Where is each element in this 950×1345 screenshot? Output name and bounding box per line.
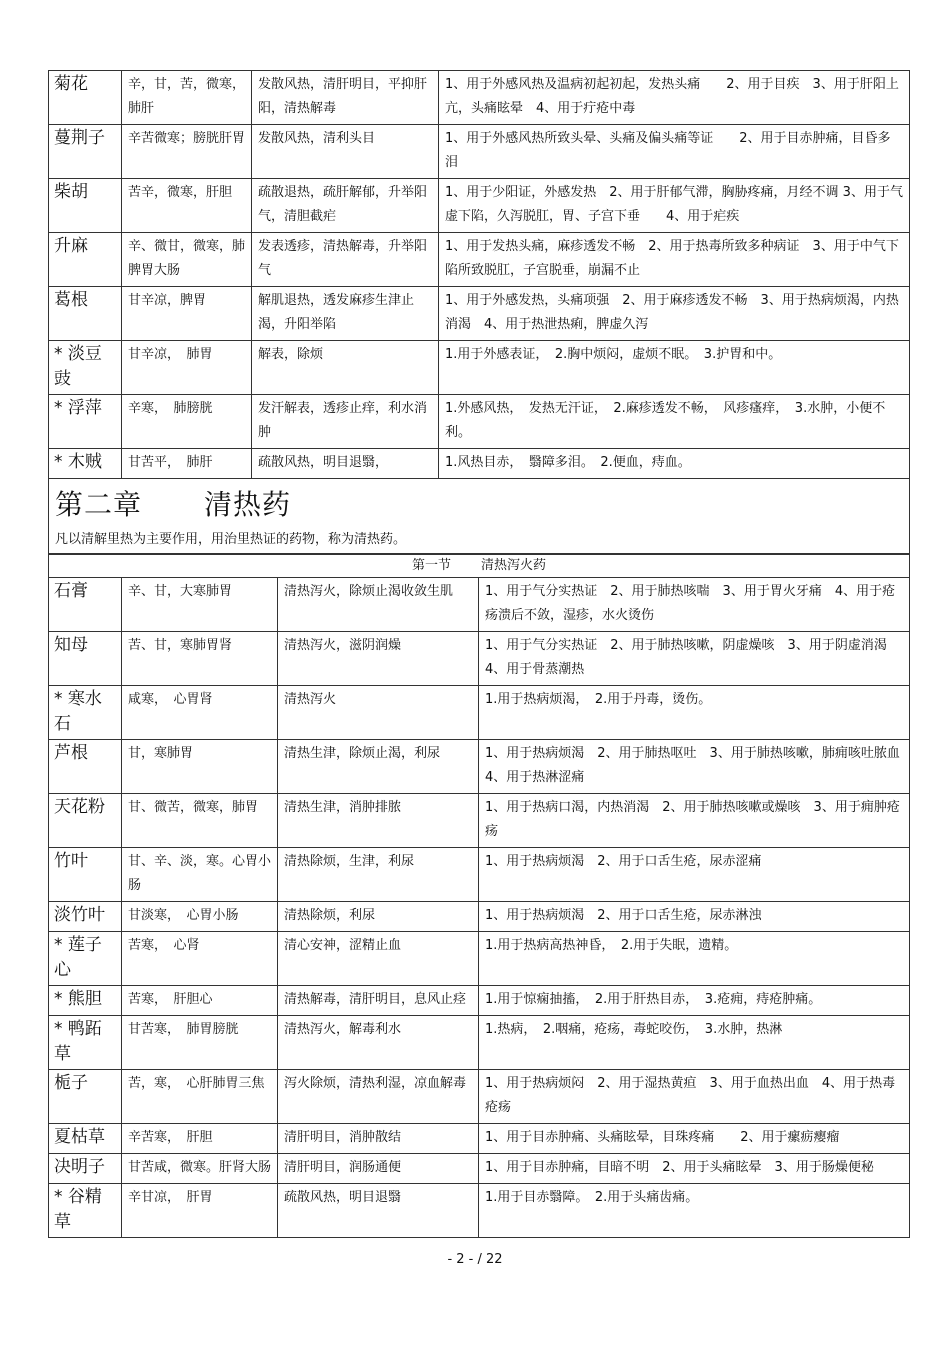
section-label: 第一节	[412, 558, 452, 573]
herb-name: 石膏	[49, 578, 122, 632]
herb-name: 柴胡	[49, 179, 122, 233]
table-row	[49, 1124, 910, 1154]
herb-effect: 疏散退热，疏肝解郁，升举阳气，清胆截疟	[252, 179, 439, 233]
table-row	[49, 632, 910, 686]
herb-name: 夏枯草	[49, 1124, 122, 1154]
table-row	[49, 1070, 910, 1124]
herb-nature: 甘辛凉，脾胃	[122, 287, 252, 341]
table-row	[49, 986, 910, 1016]
herb-name: 淡竹叶	[49, 902, 122, 932]
table-row	[49, 395, 910, 449]
chapter-name: 清热药	[204, 488, 292, 521]
herb-use: 1、用于热病口渴，内热消渴 2、用于肺热咳嗽或燥咳 3、用于痈肿疮疡	[479, 794, 910, 848]
herb-effect: 清热除烦，生津，利尿	[278, 848, 479, 902]
herb-effect: 解肌退热，透发麻疹生津止渴，升阳举陷	[252, 287, 439, 341]
section-title: 清热泻火药	[481, 558, 547, 573]
herb-use: 1.用于惊痫抽搐， 2.用于肝热目赤， 3.疮痈，痔疮肿痛。	[479, 986, 910, 1016]
herb-effect: 解表，除烦	[252, 341, 439, 395]
herb-nature: 甘，寒肺胃	[122, 740, 278, 794]
herb-table-top	[48, 70, 910, 554]
herb-nature: 甘苦平， 肺肝	[122, 449, 252, 479]
herb-effect: 疏散风热，明目退翳	[278, 1184, 479, 1238]
herb-nature: 甘苦咸，微寒。肝肾大肠	[122, 1154, 278, 1184]
chapter-description: 凡以清解里热为主要作用，用治里热证的药物，称为清热药。	[55, 532, 407, 547]
herb-nature: 苦寒， 心肾	[122, 932, 278, 986]
herb-effect: 清热泻火，滋阴润燥	[278, 632, 479, 686]
herb-effect: 泻火除烦，清热利湿，凉血解毒	[278, 1070, 479, 1124]
herb-use: 1、用于热病烦渴 2、用于口舌生疮，尿赤涩痛	[479, 848, 910, 902]
herb-nature: 苦寒， 肝胆心	[122, 986, 278, 1016]
table-row	[49, 71, 910, 125]
herb-table-bottom-body	[49, 578, 913, 1238]
herb-nature: 甘淡寒， 心胃小肠	[122, 902, 278, 932]
chapter-title	[55, 485, 903, 525]
herb-effect: 发汗解表，透疹止痒，利水消肿	[252, 395, 439, 449]
herb-name: 升麻	[49, 233, 122, 287]
herb-use: 1.风热目赤， 翳障多泪。 2.便血，痔血。	[439, 449, 910, 479]
herb-use: 1、用于热病烦渴 2、用于肺热呕吐 3、用于肺热咳嗽，肺痈咳吐脓血 4、用于热淋涩痛	[479, 740, 910, 794]
table-row	[49, 125, 910, 179]
herb-name: 蔓荆子	[49, 125, 122, 179]
herb-use: 1、用于外感风热所致头晕、头痛及偏头痛等证 2、用于目赤肿痛，目昏多泪	[439, 125, 910, 179]
table-row	[49, 179, 910, 233]
herb-name: 决明子	[49, 1154, 122, 1184]
herb-nature: 苦辛，微寒，肝胆	[122, 179, 252, 233]
herb-name: * 浮萍	[49, 395, 122, 449]
section-header	[49, 555, 910, 578]
herb-use: 1.热病， 2.咽痛，疮疡，毒蛇咬伤， 3.水肿，热淋	[479, 1016, 910, 1070]
table-row	[49, 449, 910, 479]
herb-name: * 淡豆豉	[49, 341, 122, 395]
herb-name: 知母	[49, 632, 122, 686]
table-row	[49, 686, 910, 740]
herb-name: 芦根	[49, 740, 122, 794]
herb-name: 菊花	[49, 71, 122, 125]
table-row	[49, 1184, 910, 1238]
herb-nature: 辛、微甘，微寒，肺脾胃大肠	[122, 233, 252, 287]
herb-name: 葛根	[49, 287, 122, 341]
herb-use: 1.用于热病烦渴， 2.用于丹毒，烫伤。	[479, 686, 910, 740]
herb-effect: 清热生津，消肿排脓	[278, 794, 479, 848]
herb-nature: 苦，寒， 心肝肺胃三焦	[122, 1070, 278, 1124]
herb-nature: 辛苦微寒；膀胱肝胃	[122, 125, 252, 179]
herb-name: * 鸭跖草	[49, 1016, 122, 1070]
herb-name: * 莲子心	[49, 932, 122, 986]
herb-effect: 清肝明目，润肠通便	[278, 1154, 479, 1184]
table-row	[49, 341, 910, 395]
table-row	[49, 848, 910, 902]
herb-use: 1.用于热病高热神昏， 2.用于失眠，遗精。	[479, 932, 910, 986]
herb-effect: 清心安神，涩精止血	[278, 932, 479, 986]
herb-effect: 清热泻火，解毒利水	[278, 1016, 479, 1070]
herb-use: 1、用于气分实热证 2、用于肺热咳喘 3、用于胃火牙痛 4、用于疮疡溃后不敛，湿疹，水火烫伤	[479, 578, 910, 632]
herb-nature: 甘苦寒， 肺胃膀胱	[122, 1016, 278, 1070]
herb-effect: 清热除烦，利尿	[278, 902, 479, 932]
herb-use: 1.用于外感表证， 2.胸中烦闷，虚烦不眠。 3.护胃和中。	[439, 341, 910, 395]
herb-effect: 发散风热，清利头目	[252, 125, 439, 179]
herb-use: 1、用于发热头痛，麻疹透发不畅 2、用于热毒所致多种病证 3、用于中气下陷所致脱肛，子宫脱垂，崩漏不止	[439, 233, 910, 287]
herb-nature: 辛、甘，大寒肺胃	[122, 578, 278, 632]
herb-use: 1、用于少阳证，外感发热 2、用于肝郁气滞，胸胁疼痛，月经不调 3、用于气虚下陷，久泻脱肛，胃、子宫下垂 4、用于疟疾	[439, 179, 910, 233]
herb-nature: 辛寒， 肺膀胱	[122, 395, 252, 449]
herb-nature: 咸寒， 心胃肾	[122, 686, 278, 740]
section-row	[49, 555, 910, 578]
herb-use: 1、用于气分实热证 2、用于肺热咳嗽，阴虚燥咳 3、用于阴虚消渴 4、用于骨蒸潮热	[479, 632, 910, 686]
herb-effect: 清热泻火，除烦止渴收敛生肌	[278, 578, 479, 632]
document-page	[48, 70, 913, 1238]
herb-effect: 清肝明目，消肿散结	[278, 1124, 479, 1154]
table-row	[49, 1154, 910, 1184]
chapter-number: 第二章	[55, 488, 143, 521]
table-row	[49, 1016, 910, 1070]
herb-name: 栀子	[49, 1070, 122, 1124]
herb-name: 竹叶	[49, 848, 122, 902]
herb-effect: 清热解毒，清肝明目，息风止痉	[278, 986, 479, 1016]
herb-table-top-body	[49, 71, 910, 479]
table-row	[49, 740, 910, 794]
herb-nature: 辛，甘，苦，微寒，肺肝	[122, 71, 252, 125]
herb-nature: 甘、辛、淡，寒。心胃小肠	[122, 848, 278, 902]
chapter-header	[49, 479, 910, 554]
herb-effect: 发表透疹，清热解毒，升举阳气	[252, 233, 439, 287]
table-row	[49, 932, 910, 986]
herb-table-bottom	[48, 554, 913, 1238]
herb-use: 1、用于目赤肿痛，目暗不明 2、用于头痛眩晕 3、用于肠燥便秘	[479, 1154, 910, 1184]
herb-name: * 木贼	[49, 449, 122, 479]
herb-effect: 疏散风热，明目退翳，	[252, 449, 439, 479]
herb-use: 1、用于热病烦渴 2、用于口舌生疮，尿赤淋浊	[479, 902, 910, 932]
herb-nature: 辛苦寒， 肝胆	[122, 1124, 278, 1154]
table-row	[49, 902, 910, 932]
herb-name: * 寒水石	[49, 686, 122, 740]
herb-nature: 苦、甘，寒肺胃肾	[122, 632, 278, 686]
herb-use: 1.外感风热， 发热无汗证， 2.麻疹透发不畅， 风疹瘙痒， 3.水肿，小便不利。	[439, 395, 910, 449]
herb-use: 1.用于目赤翳障。 2.用于头痛齿痛。	[479, 1184, 910, 1238]
herb-effect: 清热泻火	[278, 686, 479, 740]
herb-name: * 谷精草	[49, 1184, 122, 1238]
table-row	[49, 794, 910, 848]
table-row	[49, 287, 910, 341]
herb-nature: 辛甘凉， 肝胃	[122, 1184, 278, 1238]
table-row	[49, 578, 910, 632]
page-number: - 2 - / 22	[447, 1252, 503, 1267]
herb-effect: 清热生津，除烦止渴，利尿	[278, 740, 479, 794]
herb-nature: 甘、微苦，微寒，肺胃	[122, 794, 278, 848]
herb-use: 1、用于热病烦闷 2、用于湿热黄疸 3、用于血热出血 4、用于热毒疮疡	[479, 1070, 910, 1124]
herb-use: 1、用于外感发热，头痛项强 2、用于麻疹透发不畅 3、用于热病烦渴，内热消渴 4、用于热泄热痢，脾虚久泻	[439, 287, 910, 341]
herb-name: * 熊胆	[49, 986, 122, 1016]
herb-nature: 甘辛凉， 肺胃	[122, 341, 252, 395]
herb-name: 天花粉	[49, 794, 122, 848]
herb-use: 1、用于外感风热及温病初起初起，发热头痛 2、用于目疾 3、用于肝阳上亢，头痛眩晕 4、用于疔疮中毒	[439, 71, 910, 125]
chapter-row	[49, 479, 910, 554]
table-row	[49, 233, 910, 287]
herb-use: 1、用于目赤肿痛、头痛眩晕，目珠疼痛 2、用于瘰疬瘿瘤	[479, 1124, 910, 1154]
herb-effect: 发散风热，清肝明目，平抑肝阳，清热解毒	[252, 71, 439, 125]
